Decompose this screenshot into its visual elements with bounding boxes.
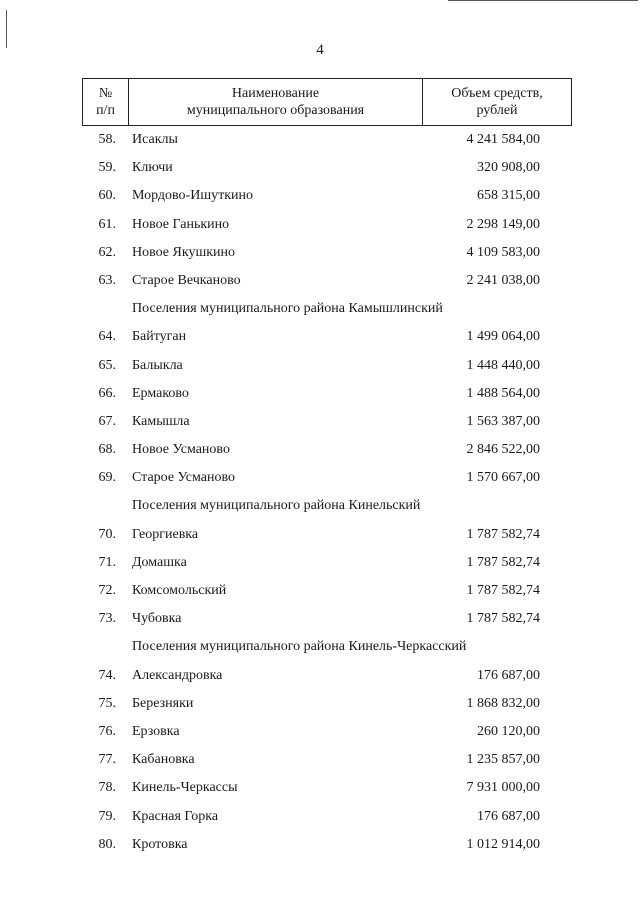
section-heading-row [82,633,572,661]
table-row [82,154,572,182]
header-num-column [83,79,129,125]
table-row [82,464,572,492]
table-row [82,774,572,802]
row-number: 63. [98,272,116,288]
table-row [82,352,572,380]
row-number: 79. [98,808,116,824]
header-amount-label-1: Объем средств, [451,86,543,101]
header-name-column [129,79,423,125]
table-row [82,182,572,210]
funding-amount: 1 787 582,74 [466,611,540,627]
municipality-name: Новое Ганькино [132,216,230,232]
municipality-name: Старое Усманово [132,470,235,486]
row-number: 74. [98,667,116,683]
funding-amount: 260 120,00 [477,723,540,739]
municipality-name: Чубовка [132,611,182,627]
funding-amount: 1 570 667,00 [466,470,540,486]
table-row [82,126,572,154]
table-row [82,408,572,436]
section-heading: Поселения муниципального района Камышлинский [132,301,443,317]
municipality-name: Кинель-Черкассы [132,780,238,796]
row-number: 61. [98,216,116,232]
table-row [82,436,572,464]
table-row [82,549,572,577]
table-row [82,605,572,633]
funding-amount: 4 109 583,00 [466,244,540,260]
table-row [82,746,572,774]
funding-amount: 2 241 038,00 [466,272,540,288]
row-number: 66. [98,385,116,401]
municipality-name: Мордово-Ишуткино [132,188,254,204]
header-num-label-2: п/п [96,103,115,118]
row-number: 70. [98,526,116,542]
header-name-label-2: муниципального образования [186,103,365,118]
funding-amount: 176 687,00 [477,667,540,683]
municipality-name: Новое Усманово [132,442,230,458]
row-number: 64. [98,329,116,345]
table-row [82,718,572,746]
table-row [82,831,572,859]
table-row [82,323,572,351]
municipality-name: Новое Якушкино [132,244,236,260]
row-number: 68. [98,442,116,458]
table-row [82,662,572,690]
funding-amount: 1 235 857,00 [466,752,540,768]
row-number: 80. [98,836,116,852]
header-num-label-1: № [98,86,113,101]
table-row [82,577,572,605]
page-number: 4 [316,42,324,58]
scan-mark-top [448,0,638,1]
municipality-name: Камышла [132,413,190,429]
row-number: 75. [98,695,116,711]
funding-amount: 1 787 582,74 [466,526,540,542]
funding-amount: 1 787 582,74 [466,583,540,598]
row-number: 59. [98,160,116,176]
municipality-name: Кротовка [132,836,188,852]
table-row [82,690,572,718]
funding-amount: 4 241 584,00 [466,132,540,147]
municipality-name: Александровка [132,667,223,683]
municipality-name: Байтуган [132,329,187,345]
funding-amount: 7 931 000,00 [466,780,540,796]
funding-amount: 1 499 064,00 [466,329,540,345]
funding-amount: 1 488 564,00 [466,385,540,401]
municipality-name: Исаклы [132,132,178,147]
row-number: 67. [98,413,116,429]
header-amount-column [423,79,571,125]
section-heading: Поселения муниципального района Кинельский [132,498,421,514]
funding-amount: 320 908,00 [477,160,540,176]
municipality-name: Домашка [132,554,187,570]
funding-amount: 1 868 832,00 [466,695,540,711]
header-amount-label-2: рублей [476,103,518,118]
municipality-name: Березняки [132,695,194,711]
row-number: 62. [98,244,116,260]
table-row [82,803,572,831]
row-number: 58. [98,132,116,147]
funding-amount: 1 448 440,00 [466,357,540,373]
funding-amount: 2 298 149,00 [466,216,540,232]
funding-amount: 1 012 914,00 [466,836,540,852]
table-header [82,78,572,126]
municipality-name: Балыкла [132,357,183,373]
municipality-name: Кабановка [132,752,195,768]
municipality-name: Ерзовка [132,723,180,739]
table-row [82,380,572,408]
municipality-name: Комсомольский [132,583,227,598]
section-heading-row [82,295,572,323]
table-row [82,267,572,295]
row-number: 69. [98,470,116,486]
header-name-label-1: Наименование [231,86,320,101]
row-number: 60. [98,188,116,204]
municipality-name: Георгиевка [132,526,199,542]
funding-amount: 1 787 582,74 [466,554,540,570]
funding-amount: 176 687,00 [477,808,540,824]
municipality-name: Ермаково [132,385,189,401]
row-number: 77. [98,752,116,768]
funding-amount: 1 563 387,00 [466,413,540,429]
municipality-name: Старое Вечканово [132,272,241,288]
row-number: 78. [98,780,116,796]
funding-amount: 2 846 522,00 [466,442,540,458]
section-heading-row [82,492,572,520]
row-number: 71. [98,554,116,570]
table-row [82,521,572,549]
row-number: 65. [98,357,116,373]
table-row [82,239,572,267]
table-body [82,126,572,859]
row-number: 76. [98,723,116,739]
municipality-name: Красная Горка [132,808,219,824]
row-number: 73. [98,611,116,627]
table-row [82,211,572,239]
municipality-name: Ключи [132,160,173,176]
row-number: 72. [98,583,116,598]
funding-amount: 658 315,00 [477,188,540,204]
section-heading: Поселения муниципального района Кинель-Черкасский [132,639,467,655]
